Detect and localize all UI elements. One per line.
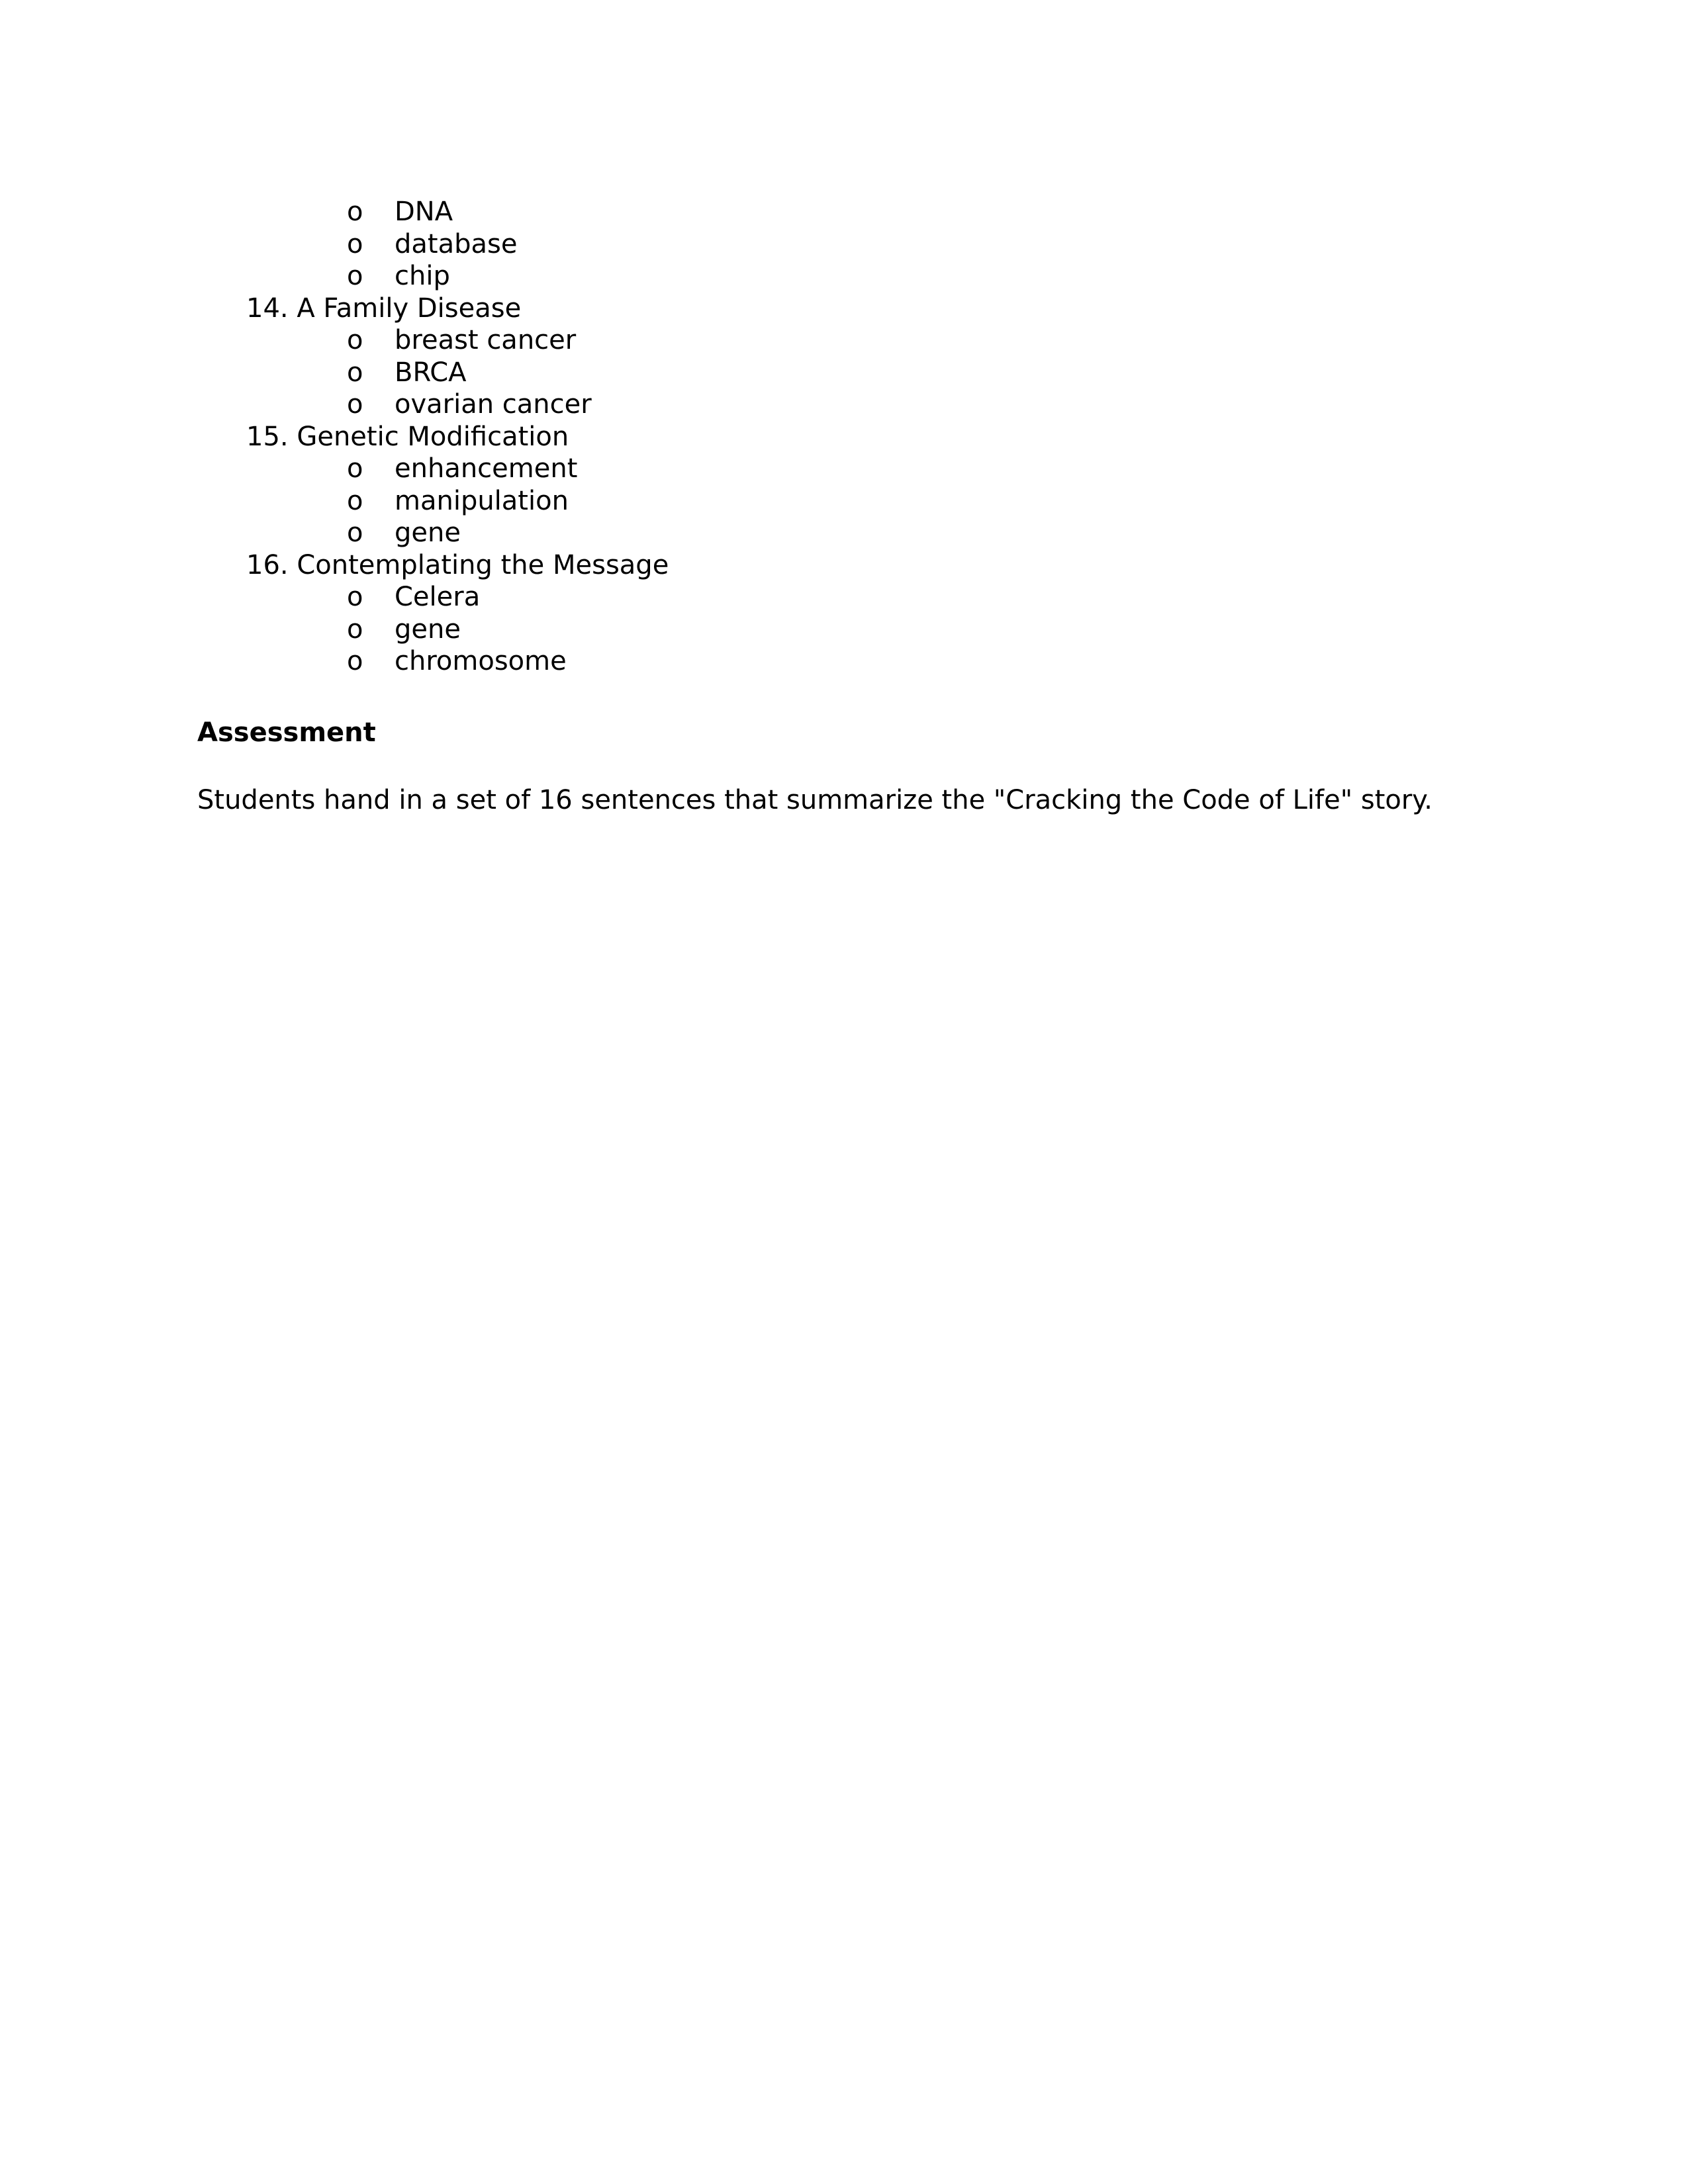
- sub-item-label: breast cancer: [395, 325, 577, 355]
- sub-item-label: Celera: [395, 582, 481, 612]
- bullet-marker: o: [347, 582, 363, 612]
- section-number: 16.: [246, 549, 289, 580]
- section-title: A Family Disease: [297, 293, 522, 324]
- bullet-marker: o: [347, 197, 363, 227]
- sub-item-label: database: [395, 228, 518, 259]
- list-item: [0, 453, 1688, 485]
- sub-item-label: gene: [395, 614, 461, 645]
- sub-item-label: manipulation: [395, 485, 569, 516]
- list-item: [0, 228, 1688, 261]
- section-number: 14.: [246, 293, 289, 324]
- list-item: [0, 196, 1688, 228]
- list-item: [0, 357, 1688, 389]
- topic-outline: [0, 196, 1688, 678]
- sub-item-label: DNA: [395, 197, 453, 227]
- bullet-marker: o: [347, 357, 363, 388]
- list-item: [0, 485, 1688, 518]
- list-item: [0, 517, 1688, 549]
- section-title-row: [0, 293, 1688, 325]
- section-title: Genetic Modification: [297, 421, 569, 452]
- section-title: Contemplating the Message: [297, 549, 669, 580]
- section-title-row: [0, 421, 1688, 453]
- section-title-row: [0, 549, 1688, 582]
- list-item: [0, 614, 1688, 646]
- list-item: [0, 260, 1688, 293]
- list-item: [0, 324, 1688, 357]
- bullet-marker: o: [347, 614, 363, 645]
- bullet-marker: o: [347, 646, 363, 676]
- section-number: 15.: [246, 421, 289, 452]
- sub-item-label: enhancement: [395, 453, 578, 484]
- sub-item-label: chip: [395, 261, 450, 291]
- assessment-text: Students hand in a set of 16 sentences that summarize the "Cracking the Code of Life" story.: [197, 785, 1432, 815]
- bullet-marker: o: [347, 228, 363, 259]
- sub-item-label: gene: [395, 518, 461, 548]
- list-item: [0, 581, 1688, 614]
- bullet-marker: o: [347, 485, 363, 516]
- sub-item-label: BRCA: [395, 357, 467, 388]
- assessment-heading: Assessment: [197, 717, 376, 748]
- bullet-marker: o: [347, 261, 363, 291]
- bullet-marker: o: [347, 389, 363, 420]
- sub-item-label: chromosome: [395, 646, 567, 676]
- bullet-marker: o: [347, 518, 363, 548]
- list-item: [0, 645, 1688, 678]
- sub-item-label: ovarian cancer: [395, 389, 592, 420]
- bullet-marker: o: [347, 325, 363, 355]
- bullet-marker: o: [347, 453, 363, 484]
- list-item: [0, 388, 1688, 421]
